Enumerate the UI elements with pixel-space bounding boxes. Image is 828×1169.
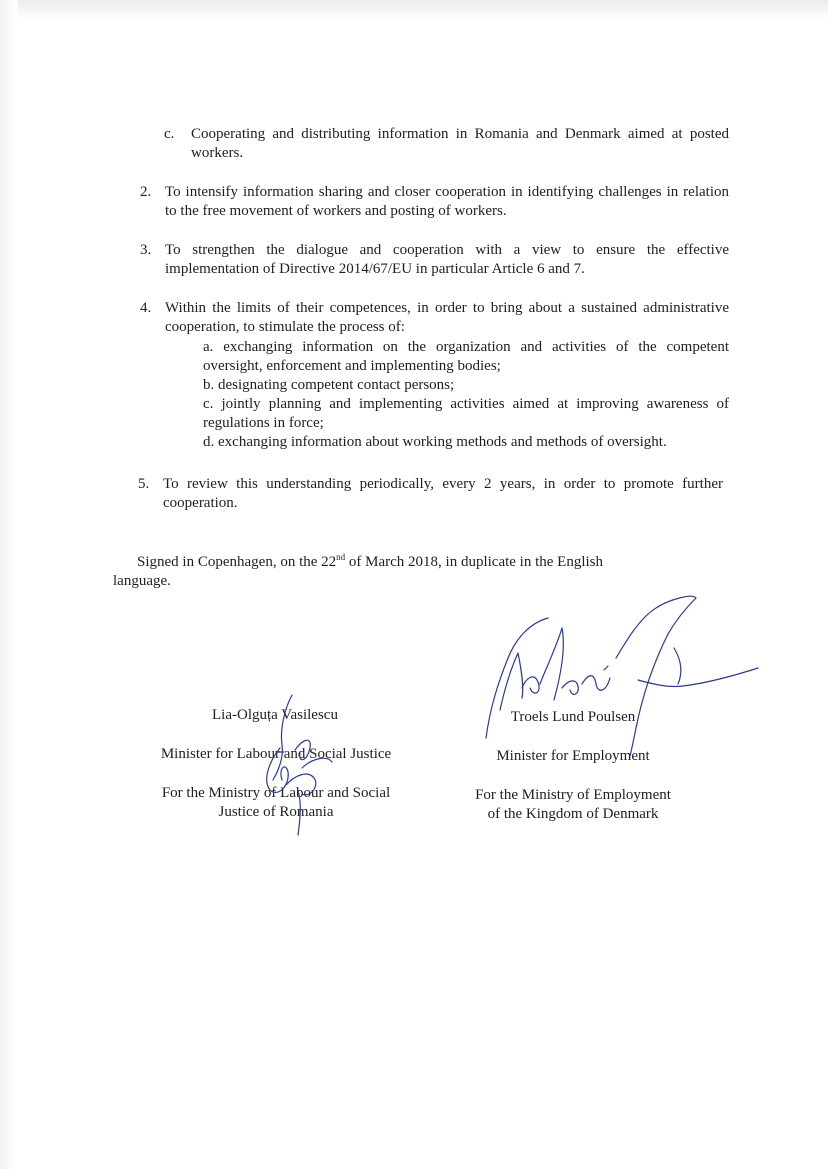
signatory-org-denmark: [443, 786, 703, 824]
list-item-text: Within the limits of their competences, in order to bring about a sustained administrative cooperation, to stimulate the process of:: [165, 300, 729, 335]
signing-text-cont: of March 2018, in duplicate in the English: [345, 554, 604, 570]
sub-item-c: c. jointly planning and implementing activities aimed at improving awareness of regulations in force;: [203, 396, 729, 431]
signature-denmark-icon: [478, 588, 763, 758]
org-line: of the Kingdom of Denmark: [487, 806, 659, 822]
ordinal-suffix: nd: [336, 552, 346, 562]
signatory-name-denmark: Troels Lund Poulsen: [510, 709, 636, 725]
list-item-c: [164, 125, 729, 163]
org-line: Justice of Romania: [218, 804, 334, 820]
list-item-3: [140, 241, 729, 279]
list-item-text: To review this understanding periodically, every 2 years, in order to promote further cooperation.: [163, 476, 723, 511]
org-line: For the Ministry of Employment: [475, 787, 671, 803]
scan-edge-left: [0, 0, 18, 1169]
sub-item-d: d. exchanging information about working methods and methods of oversight.: [203, 434, 667, 450]
signatory-title-denmark: Minister for Employment: [496, 748, 650, 764]
signatory-name-romania: Lia-Olguța Vasilescu: [212, 707, 338, 723]
list-item-4: [140, 299, 729, 337]
org-line: For the Ministry of Labour and Social: [161, 785, 391, 801]
signature-romania-icon: [240, 690, 350, 840]
signing-statement: [137, 553, 737, 572]
list-marker: 2.: [140, 184, 152, 200]
list-item-text: To intensify information sharing and closer cooperation in identifying challenges in relation to the free movement of workers and posting of workers.: [165, 184, 729, 219]
signing-text: Signed in Copenhagen, on the 22: [137, 554, 337, 570]
scan-edge-top: [0, 0, 828, 20]
signatory-title-romania: Minister for Labour and Social Justice: [160, 746, 392, 762]
signing-statement-line2: language.: [113, 573, 171, 589]
list-marker: 3.: [140, 242, 152, 258]
sub-item-a: a. exchanging information on the organization and activities of the competent oversight, enforcement and implementing bodies;: [203, 339, 729, 374]
list-marker: 4.: [140, 300, 152, 316]
list-marker: c.: [164, 126, 175, 142]
list-item-text: Cooperating and distributing information in Romania and Denmark aimed at posted workers.: [191, 126, 729, 161]
list-item-text: To strengthen the dialogue and cooperation with a view to ensure the effective implementation of Directive 2014/67/EU in particular Article 6 and 7.: [165, 242, 729, 277]
list-item-5: [138, 475, 723, 513]
list-marker: 5.: [138, 476, 150, 492]
list-item-2: [140, 183, 729, 221]
sub-item-b: b. designating competent contact persons;: [203, 377, 455, 393]
